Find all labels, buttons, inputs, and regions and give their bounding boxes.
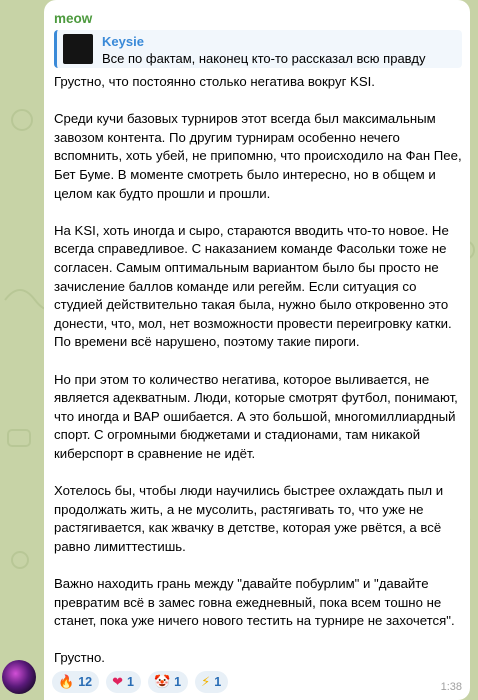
clown-icon: 🤡 — [153, 674, 171, 689]
message-time: 1:38 — [440, 681, 462, 693]
reply-thumbnail — [63, 34, 93, 64]
reply-quote[interactable] — [54, 30, 462, 68]
fire-icon: 🔥 — [58, 674, 75, 689]
sender-avatar[interactable] — [2, 660, 36, 694]
message-paragraph: Важно находить грань между "давайте побурлим" и "давайте превратим всё в замес говна ежедневный, пока всем тошно не станет, пока уже ничего нового тестить на турнире не захочется". — [54, 576, 455, 629]
reaction-lightning[interactable] — [195, 671, 228, 693]
reaction-clown[interactable] — [148, 671, 188, 693]
message-paragraph: Среди кучи базовых турниров этот всегда был максимальным завозом контента. По другим турнирам особенно нечего вспомнить, хоть убей, не припомню, что происходило на Фан Пее, Бет Буме. В моменте смотреть было интересно, но в общем и целом как будто прошли и прошли. — [54, 111, 462, 201]
heart-icon: ❤ — [112, 674, 123, 689]
message-text — [54, 73, 464, 687]
message-paragraph: Грустно. — [54, 650, 105, 666]
message-paragraph: Грустно, что постоянно столько негатива вокруг KSI. — [54, 74, 375, 89]
reaction-fire[interactable] — [52, 671, 99, 693]
reply-text: Все по фактам, наконец кто-то рассказал всю правду — [102, 51, 426, 66]
sender-name[interactable]: meow — [54, 11, 93, 26]
message-bubble — [44, 0, 470, 700]
message-paragraph: На KSI, хоть иногда и сыро, стараются вводить что-то новое. Не всегда справедливое. С наказанием команде Фасольки тоже не согласен. Самым оптимальным вариантом было бы просто не зачисление баллов команде или регейм. Если ситуация со студией действительно такая была, нужно было откровенно это донести, что, мол, нет возможности провести переигровку катки. По времени всё нарушено, поэтому такие пироги. — [54, 222, 452, 350]
reaction-count: 1 — [174, 675, 182, 689]
reaction-count: 12 — [78, 675, 93, 689]
reaction-heart[interactable] — [106, 671, 141, 693]
reaction-count: 1 — [214, 675, 222, 689]
lightning-icon: ⚡ — [201, 674, 211, 689]
reactions-bar — [52, 671, 228, 693]
message-paragraph: Но при этом то количество негатива, которое выливается, не является адекватным. Люди, которые смотрят футбол, понимают, что иногда и ВАР ошибается. А это большой, многомиллиардный спорт. С огромными бюджетами и стадионами, там никакой киберспорт в сравнение не идёт. — [54, 371, 458, 461]
reply-author: Keysie — [102, 34, 144, 49]
message-paragraph: Хотелось бы, чтобы люди научились быстрее охлаждать пыл и продолжать жить, а не мусолить, растягивать то, что уже не растягивается, как жвачку в детстве, которая уже рвётся, а всё равно лимиттестишь. — [54, 483, 444, 554]
reaction-count: 1 — [127, 675, 134, 689]
